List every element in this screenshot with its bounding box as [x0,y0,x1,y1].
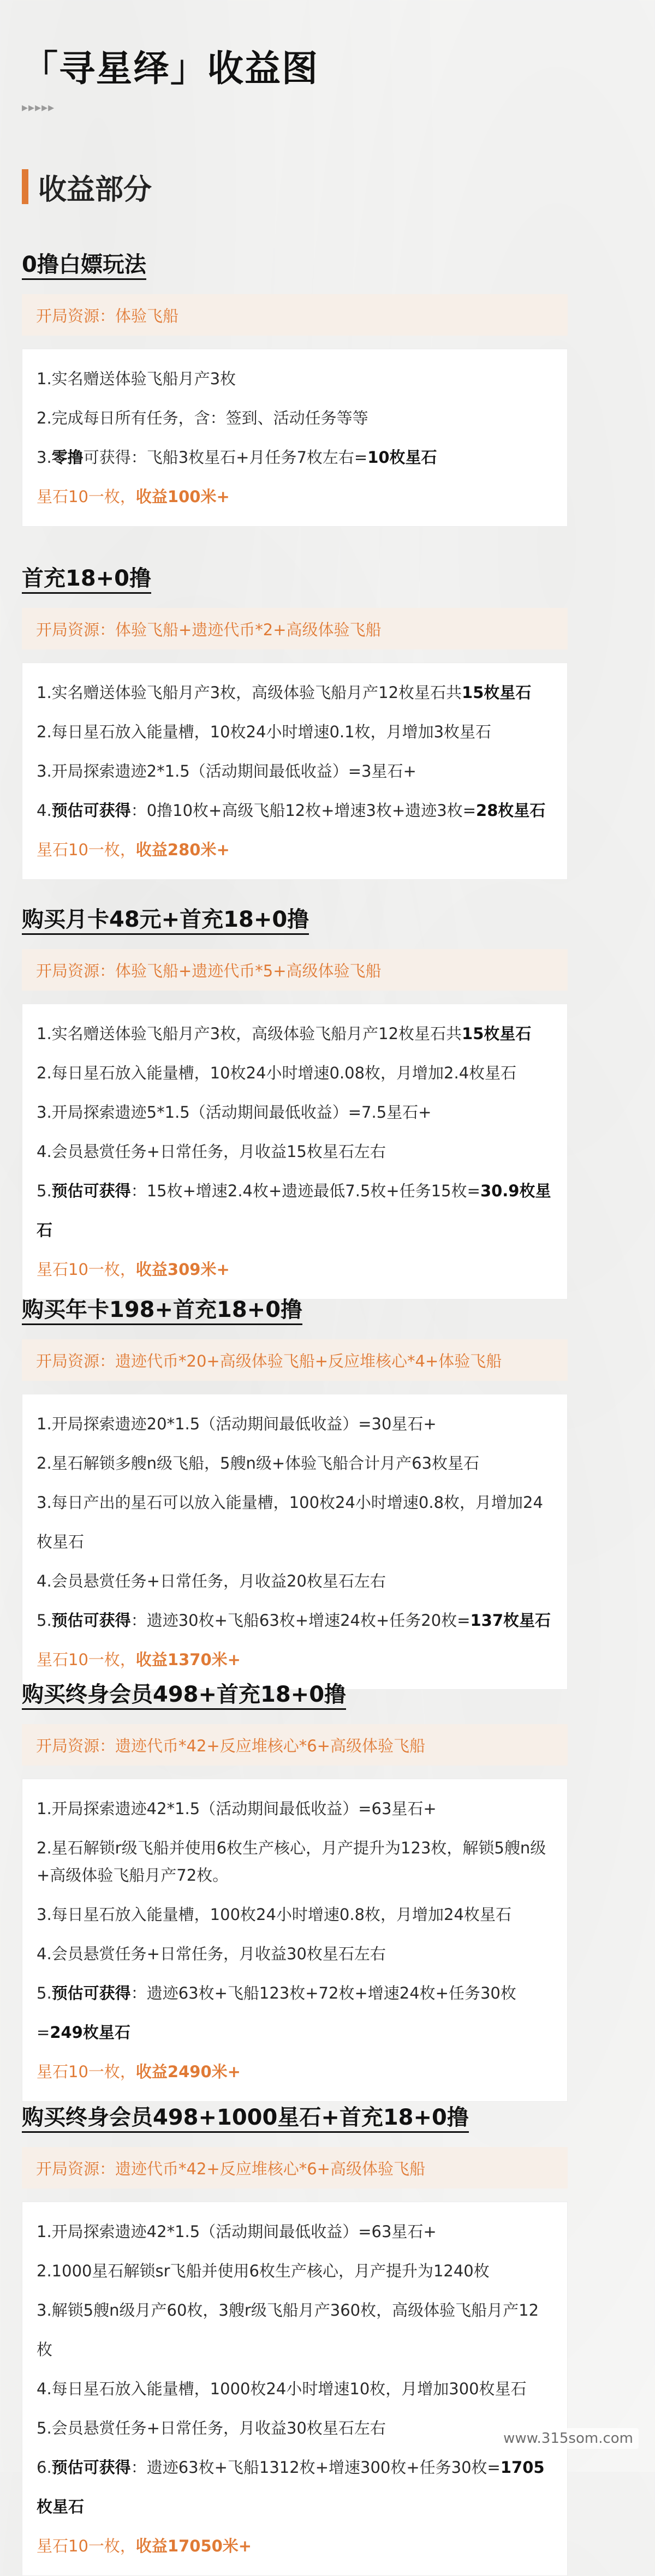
block-title [22,562,600,595]
list-item: 2.1000星石解锁sr飞船并使用6枚生产核心，月产提升为1240枚 [37,2262,490,2280]
starting-resource: 开局资源：体验飞船 [22,294,568,336]
block-title [22,248,600,281]
list-item: 4.预估可获得：0撸10枚+高级飞船12枚+增速3枚+遗迹3枚=28枚星石 [37,801,546,820]
block-title-text: 购买终身会员498+首充18+0撸 [22,1682,346,1710]
block-title [22,903,600,936]
section-header [22,169,152,204]
list-item: 2.每日星石放入能量槽，10枚24小时增速0.08枚，月增加2.4枚星石 [37,1064,517,1082]
list-item: 1.开局探索遗迹42*1.5（活动期间最低收益）=63星石+ [37,2222,437,2241]
page-title: 「寻星绎」收益图 [22,47,319,90]
income-block [22,1678,600,2102]
section-accent-bar [22,169,28,204]
list-item: 5.预估可获得：遗迹63枚+飞船123枚+72枚+增速24枚+任务30枚=249枚星石 [37,1984,516,2042]
section-title: 收益部分 [38,173,152,206]
list-item: 2.每日星石放入能量槽，10枚24小时增速0.1枚，月增加3枚星石 [37,723,492,741]
list-item: 3.每日星石放入能量槽，100枚24小时增速0.8枚，月增加24枚星石 [37,1905,511,1924]
income-summary: 星石10一枚，收益280米+ [37,840,230,859]
list-item: 5.预估可获得：15枚+增速2.4枚+遗迹最低7.5枚+任务15枚=30.9枚星石 [37,1182,551,1239]
starting-resource: 开局资源：体验飞船+遗迹代币*5+高级体验飞船 [22,949,568,991]
list-item: 2.完成每日所有任务，含：签到、活动任务等等 [37,409,368,427]
list-item: 2.星石解锁多艘n级飞船，5艘n级+体验飞船合计月产63枚星石 [37,1454,480,1472]
list-item: 1.实名赠送体验飞船月产3枚，高级体验飞船月产12枚星石共15枚星石 [37,1024,532,1043]
content-box [22,1394,568,1690]
block-title-text: 购买终身会员498+1000星石+首充18+0撸 [22,2105,469,2133]
list-item: 3.每日产出的星石可以放入能量槽，100枚24小时增速0.8枚，月增加24枚星石 [37,1493,543,1551]
content-box [22,1004,568,1299]
list-item: 1.开局探索遗迹20*1.5（活动期间最低收益）=30星石+ [37,1415,437,1433]
block-title-text: 首充18+0撸 [22,566,151,594]
starting-resource: 开局资源：遗迹代币*20+高级体验飞船+反应堆核心*4+体验飞船 [22,1339,568,1381]
list-item: 5.预估可获得：遗迹30枚+飞船63枚+增速24枚+任务20枚=137枚星石 [37,1611,551,1630]
list-item: 4.会员悬赏任务+日常任务，月收益30枚星石左右 [37,1945,386,1963]
arrow-decoration-icon: ▸▸▸▸▸ [22,101,55,115]
starting-resource: 开局资源：遗迹代币*42+反应堆核心*6+高级体验飞船 [22,2147,568,2189]
income-summary: 星石10一枚，收益17050米+ [37,2537,252,2555]
list-item: 3.开局探索遗迹2*1.5（活动期间最低收益）=3星石+ [37,762,416,780]
list-item: 1.开局探索遗迹42*1.5（活动期间最低收益）=63星石+ [37,1799,437,1818]
list-item: 4.每日星石放入能量槽，1000枚24小时增速10枚，月增加300枚星石 [37,2380,527,2398]
starting-resource: 开局资源：体验飞船+遗迹代币*2+高级体验飞船 [22,608,568,649]
content-box [22,349,568,527]
income-summary: 星石10一枚，收益1370米+ [37,1650,241,1669]
block-title-text: 0撸白嫖玩法 [22,252,146,280]
list-item: 1.实名赠送体验飞船月产3枚 [37,369,236,388]
block-title [22,1678,600,1711]
income-block [22,1293,600,1690]
income-summary: 星石10一枚，收益309米+ [37,1260,230,1279]
content-box [22,663,568,880]
block-title-text: 购买年卡198+首充18+0撸 [22,1297,302,1325]
list-item: 2.星石解锁r级飞船并使用6枚生产核心，月产提升为123枚，解锁5艘n级+高级体验飞船月产72枚。 [37,1839,546,1885]
watermark: www.315som.com [498,2428,639,2449]
list-item: 3.解锁5艘n级月产60枚，3艘r级飞船月产360枚，高级体验飞船月产12枚 [37,2301,539,2359]
list-item: 3.零撸可获得：飞船3枚星石+月任务7枚左右=10枚星石 [37,448,437,467]
block-title-text: 购买月卡48元+首充18+0撸 [22,907,309,935]
block-title [22,1293,600,1326]
income-summary: 星石10一枚，收益2490米+ [37,2062,241,2081]
income-block [22,248,600,527]
list-item: 5.会员悬赏任务+日常任务，月收益30枚星石左右 [37,2419,386,2437]
list-item: 1.实名赠送体验飞船月产3枚，高级体验飞船月产12枚星石共15枚星石 [37,683,532,702]
list-item: 4.会员悬赏任务+日常任务，月收益15枚星石左右 [37,1142,386,1161]
income-block [22,903,600,1299]
starting-resource: 开局资源：遗迹代币*42+反应堆核心*6+高级体验飞船 [22,1724,568,1766]
list-item: 3.开局探索遗迹5*1.5（活动期间最低收益）=7.5星石+ [37,1103,432,1122]
content-box [22,1779,568,2102]
income-block [22,562,600,880]
list-item: 4.会员悬赏任务+日常任务，月收益20枚星石左右 [37,1572,386,1590]
content-box [22,2202,568,2576]
block-title [22,2101,600,2134]
list-item: 6.预估可获得：遗迹63枚+飞船1312枚+增速300枚+任务30枚=1705枚星石 [37,2458,545,2516]
income-block [22,2101,600,2576]
income-summary: 星石10一枚，收益100米+ [37,487,230,506]
